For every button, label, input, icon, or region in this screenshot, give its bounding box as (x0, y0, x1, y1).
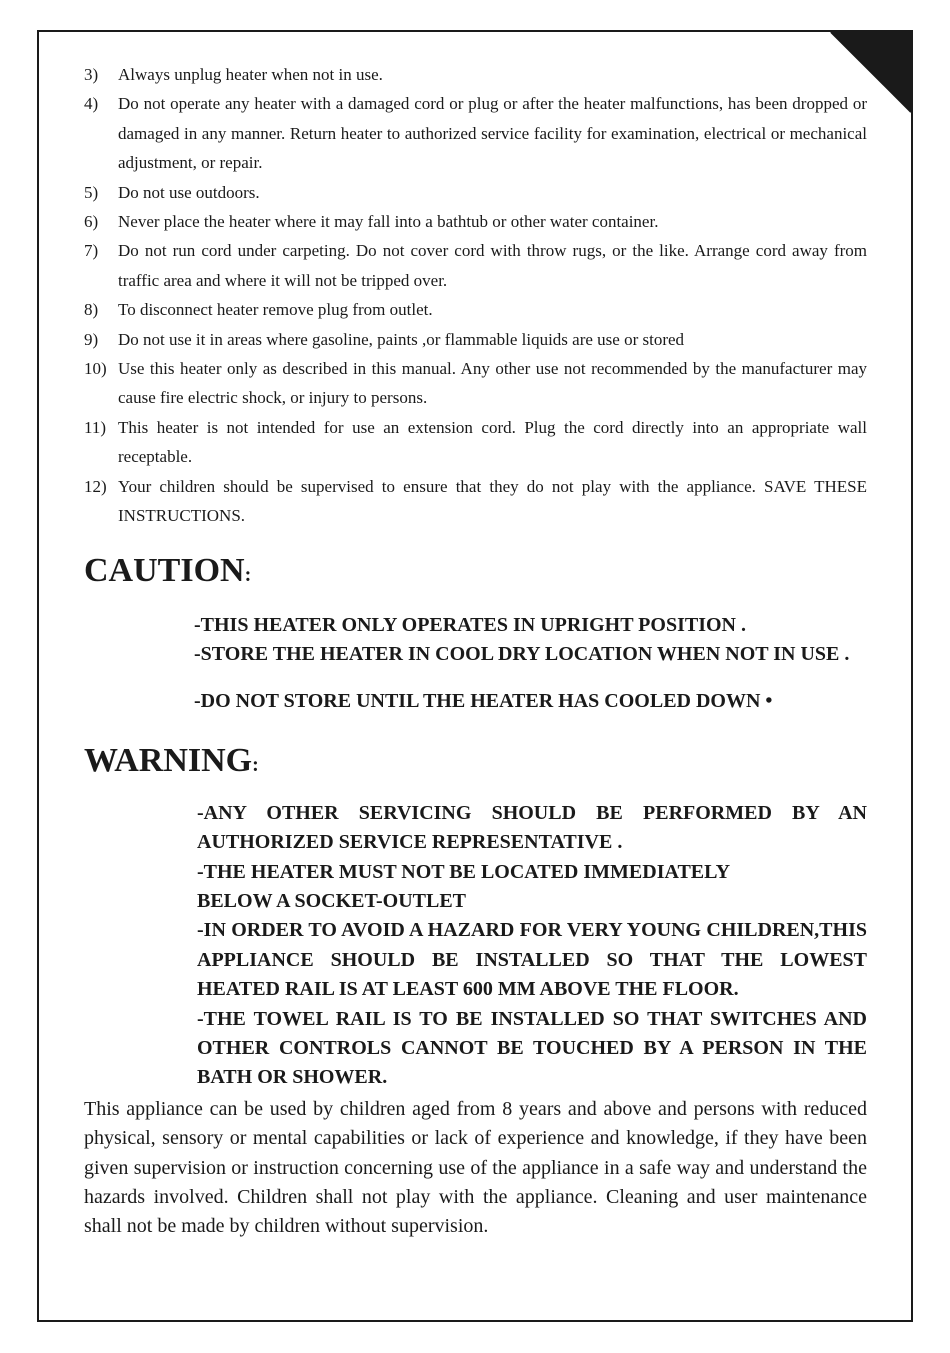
list-item (84, 236, 867, 295)
warning-block (197, 799, 867, 1093)
list-item (84, 413, 867, 472)
document-content (84, 60, 867, 1242)
item-number: 6) (84, 212, 99, 232)
item-text: Your children should be supervised to ensure that they do not play with the appliance. SAVE THESE INSTRUCTIONS. (118, 476, 867, 526)
caution-line: -DO NOT STORE UNTIL THE HEATER HAS COOLED DOWN • (194, 690, 773, 713)
warning-line: -THE TOWEL RAIL IS TO BE INSTALLED SO THAT SWITCHES AND OTHER CONTROLS CANNOT BE TOUCHED BY A PERSON IN THE BATH OR SHOWER. (197, 1007, 867, 1089)
list-item (84, 60, 867, 89)
item-text: Do not operate any heater with a damaged cord or plug or after the heater malfunctions, has been dropped or damaged in any manner. Return heater to authorized service facility for examination, electrical or mechanical adjustment, or repair. (118, 94, 867, 173)
warning-heading (84, 741, 867, 785)
list-item (84, 325, 867, 354)
list-item (84, 207, 867, 236)
item-number: 3) (84, 65, 99, 84)
list-item (84, 354, 867, 413)
item-number: 11) (84, 417, 107, 437)
warning-title: WARNING (84, 741, 253, 779)
item-text: Do not use outdoors. (118, 182, 260, 202)
warning-line: -ANY OTHER SERVICING SHOULD BE PERFORMED BY AN AUTHORIZED SERVICE REPRESENTATIVE . (197, 801, 867, 854)
item-number: 4) (84, 94, 99, 114)
item-number: 10) (84, 359, 107, 379)
caution-colon: : (244, 563, 252, 586)
warning-colon: : (252, 753, 259, 776)
safety-instructions-list (84, 60, 867, 531)
warning-line: -THE HEATER MUST NOT BE LOCATED IMMEDIATELY (197, 860, 731, 883)
item-number: 12) (84, 476, 107, 496)
item-text: To disconnect heater remove plug from outlet. (118, 300, 433, 320)
item-number: 8) (84, 300, 99, 320)
item-text: Always unplug heater when not in use. (118, 65, 383, 84)
list-item (84, 178, 867, 207)
item-number: 7) (84, 241, 99, 261)
list-item (84, 89, 867, 177)
list-item (84, 472, 867, 531)
item-text: This heater is not intended for use an extension cord. Plug the cord directly into an appropriate wall receptable. (118, 417, 867, 467)
caution-title: CAUTION (84, 551, 245, 589)
item-number: 9) (84, 329, 99, 349)
item-text: Use this heater only as described in this manual. Any other use not recommended by the manufacturer may cause fire electric shock, or injury to persons. (118, 359, 867, 408)
caution-line: -THIS HEATER ONLY OPERATES IN UPRIGHT POSITION . (194, 613, 746, 636)
list-item (84, 295, 867, 324)
item-text: Never place the heater where it may fall into a bathtub or other water container. (118, 212, 659, 232)
item-number: 5) (84, 182, 99, 202)
caution-line: -STORE THE HEATER IN COOL DRY LOCATION WHEN NOT IN USE . (194, 642, 850, 665)
item-text: Do not use it in areas where gasoline, paints ,or flammable liquids are use or stored (118, 329, 685, 349)
item-text: Do not run cord under carpeting. Do not cover cord with throw rugs, or the like. Arrange cord away from traffic area and where it will not be tripped over. (118, 241, 867, 290)
caution-block (194, 611, 867, 717)
caution-heading (84, 551, 867, 595)
warning-line: BELOW A SOCKET-OUTLET (197, 889, 466, 912)
closing-paragraph: This appliance can be used by children aged from 8 years and above and persons with reduced physical, sensory or mental capabilities or lack of experience and knowledge, if they have been given supervision or instruction concerning use of the appliance in a safe way and understand the hazards involved. Children shall not play with the appliance. Cleaning and user maintenance shall not be made by children without supervision. (84, 1097, 867, 1238)
warning-line: -IN ORDER TO AVOID A HAZARD FOR VERY YOUNG CHILDREN,THIS APPLIANCE SHOULD BE INSTALLED SO THAT THE LOWEST HEATED RAIL IS AT LEAST 600 MM ABOVE THE FLOOR. (197, 919, 867, 1001)
